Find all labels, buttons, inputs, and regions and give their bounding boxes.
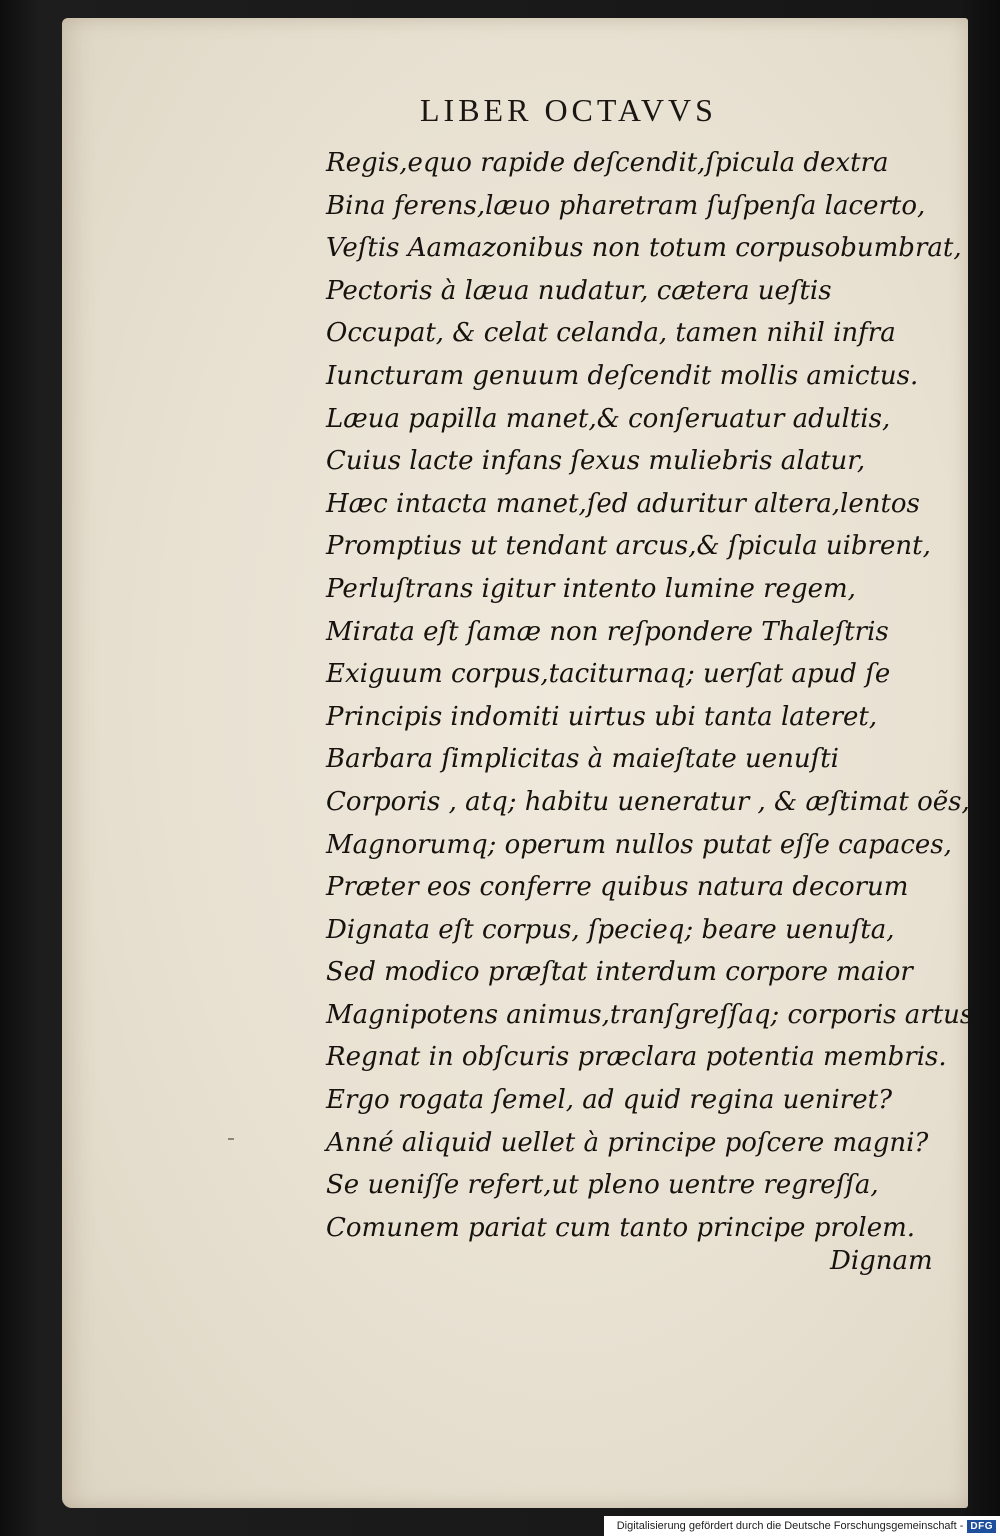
verse-line: Anné aliquid uellet à principe poſcere magni? [326,1127,929,1158]
verse-line: Perluſtrans igitur intento lumine regem, [326,573,856,604]
verse-line: Principis indomiti uirtus ubi tanta lateret, [326,701,878,732]
verse-line: Comunem pariat cum tanto principe prolem. [326,1212,916,1243]
digitization-credit-text: Digitalisierung gefördert durch die Deutsche Forschungsgemeinschaft - [616,1520,964,1532]
verse-line: Hæc intacta manet,ſed aduritur altera,lentos [326,488,920,519]
verse-line: Barbara ſimplicitas à maieſtate uenuſti [326,744,839,775]
verse-line: Regis,equo rapide deſcendit,ſpicula dextra [326,148,889,178]
verse-line: Mirata eſt ſamæ non reſpondere Thaleſtris [326,616,889,647]
verse-line: Magnorumq; operum nullos putat eſſe capaces, [326,829,952,860]
verse-line: Regnat in obſcuris præclara potentia membris. [326,1042,947,1073]
verse-block [326,142,974,1249]
verse-line: Præter eos conferre quibus natura decorum [326,872,909,903]
verse-line: Veſtis Aamazonibus non totum corpusobumbrat, [326,233,962,264]
verse-line: Occupat, & celat celanda, tamen nihil infra [326,318,896,349]
catchword: Dignam [830,1246,933,1276]
verse-line: Corporis , atq; habitu ueneratur , & æſtimat oẽs, [326,786,970,817]
verse-line: Ergo rogata ſemel, ad quid regina ueniret? [326,1085,893,1116]
verse-line: Pectoris à læua nudatur, cætera ueſtis [326,275,832,306]
verse-line: Bina ferens,læuo pharetram ſuſpenſa lacerto, [326,190,926,221]
running-head: LIBER OCTAVVS [420,92,717,128]
verse-line: Iuncturam genuum deſcendit mollis amictus. [326,360,919,391]
margin-mark [228,1138,234,1140]
verse-line: Exiguum corpus,taciturnaq; uerſat apud ſe [326,659,891,690]
verse-line: Se ueniſſe refert,ut pleno uentre regreſſa, [326,1170,879,1201]
verse-line: Magnipotens animus,tranſgreſſaq; corporis artus [326,999,974,1030]
verse-line: Sed modico præſtat interdum corpore maior [326,957,913,988]
digitization-credit-bar [604,1516,1000,1536]
dfg-logo-icon: DFG [967,1520,996,1533]
verse-line: Læua papilla manet,& conſeruatur adultis, [326,403,891,434]
verse-line: Promptius ut tendant arcus,& ſpicula uibrent, [326,531,931,562]
verse-line: Cuius lacte infans ſexus muliebris alatur, [326,446,866,477]
verse-line: Dignata eſt corpus, ſpecieq; beare uenuſta, [326,914,895,945]
